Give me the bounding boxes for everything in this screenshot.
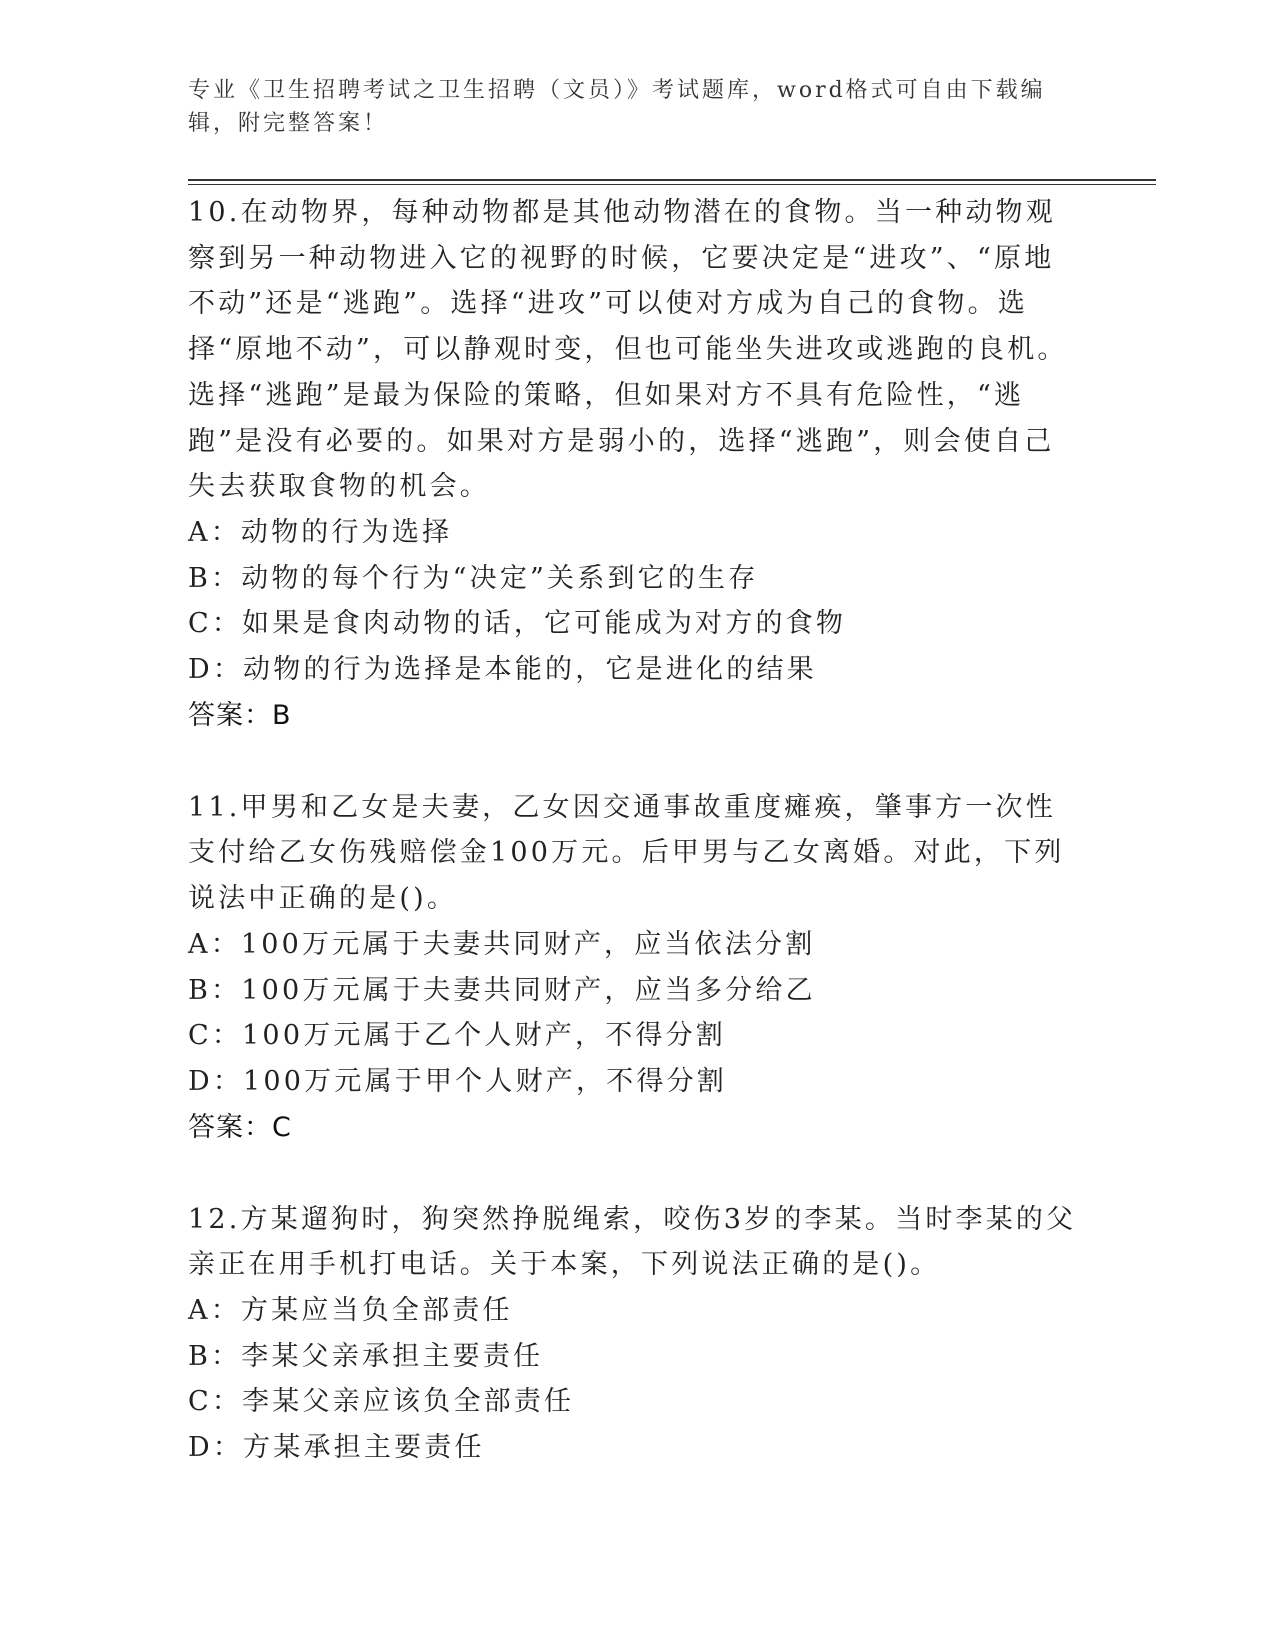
option-d: D：动物的行为选择是本能的，它是进化的结果 xyxy=(188,654,817,686)
question-10 xyxy=(188,190,1078,739)
option-c: C：李某父亲应该负全部责任 xyxy=(188,1386,575,1418)
header-rule-thick xyxy=(188,179,1156,181)
option-c: C：如果是食肉动物的话，它可能成为对方的食物 xyxy=(188,608,847,640)
question-stem: 11.甲男和乙女是夫妻，乙女因交通事故重度瘫痪，肇事方一次性支付给乙女伤残赔偿金100万元。后甲男与乙女离婚。对此，下列说法中正确的是()。 xyxy=(188,791,1065,915)
option-a: A：100万元属于夫妻共同财产，应当依法分割 xyxy=(188,928,816,960)
question-list xyxy=(188,190,1078,1517)
document-header: 专业《卫生招聘考试之卫生招聘（文员）》考试题库，word格式可自由下载编辑，附完整答案！ xyxy=(188,78,1046,136)
option-b: B：动物的每个行为“决定”关系到它的生存 xyxy=(188,562,759,594)
answer-label: 答案：B xyxy=(188,699,292,731)
question-stem: 12.方某遛狗时，狗突然挣脱绳索，咬伤3岁的李某。当时李某的父亲正在用手机打电话。关于本案，下列说法正确的是()。 xyxy=(188,1203,1077,1281)
question-11 xyxy=(188,785,1078,1151)
option-a: A：动物的行为选择 xyxy=(188,516,453,548)
header-rule-thin xyxy=(188,184,1156,185)
option-b: B：李某父亲承担主要责任 xyxy=(188,1340,544,1372)
option-b: B：100万元属于夫妻共同财产，应当多分给乙 xyxy=(188,974,816,1006)
option-d: D：100万元属于甲个人财产，不得分割 xyxy=(188,1065,727,1097)
question-stem: 10.在动物界，每种动物都是其他动物潜在的食物。当一种动物观察到另一种动物进入它的视野的时候，它要决定是“进攻”、“原地不动”还是“逃跑”。选择“进攻”可以使对方成为自己的食物。选择“原地不动”，可以静观时变，但也可能坐失进攻或逃跑的良机。选择“逃跑”是最为保险的策略，但如果对方不具有危险性，“逃跑”是没有必要的。如果对方是弱小的，选择“逃跑”，则会使自己失去获取食物的机会。 xyxy=(188,197,1068,503)
option-a: A：方某应当负全部责任 xyxy=(188,1295,513,1327)
question-12 xyxy=(188,1197,1078,1471)
answer-label: 答案：C xyxy=(188,1111,292,1143)
option-c: C：100万元属于乙个人财产，不得分割 xyxy=(188,1020,726,1052)
option-d: D：方某承担主要责任 xyxy=(188,1432,485,1464)
